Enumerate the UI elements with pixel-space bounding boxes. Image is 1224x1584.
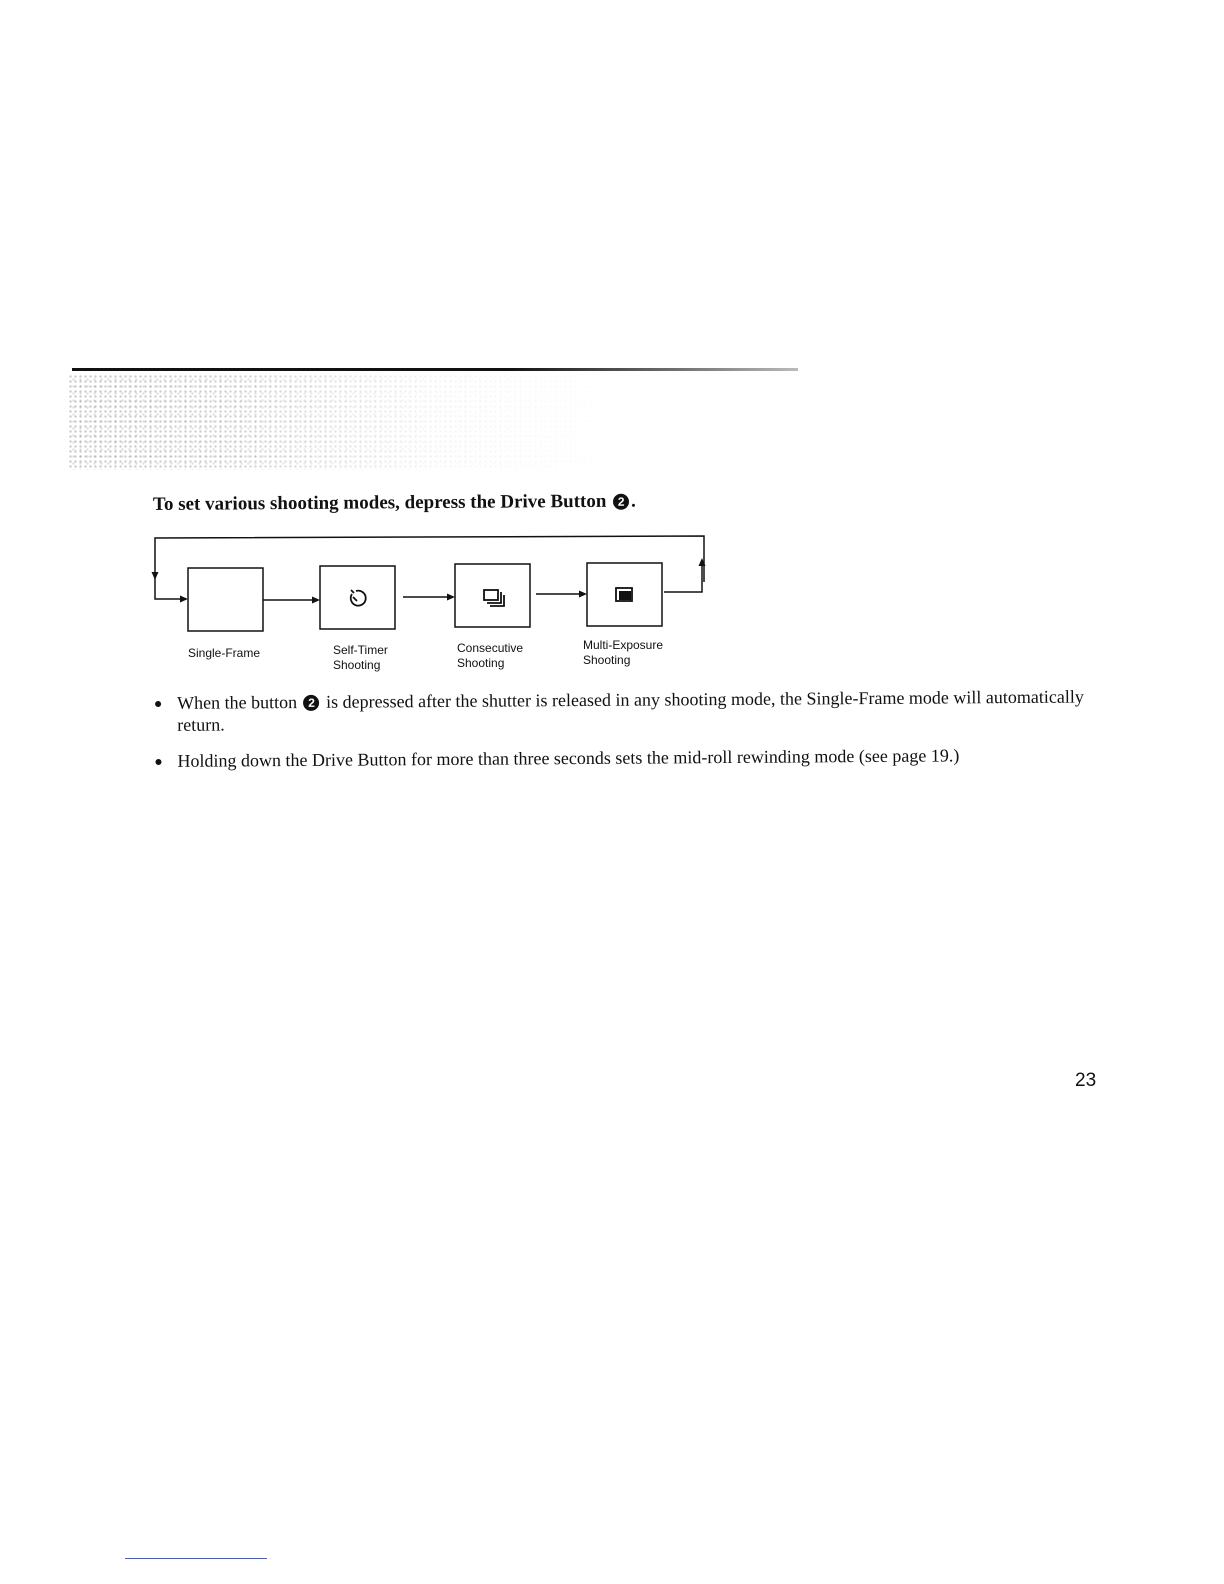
page-number: 23: [1075, 1070, 1097, 1091]
footer-rule: [125, 1558, 267, 1559]
consecutive-frames-icon: [484, 590, 504, 606]
single-frame-box: [188, 568, 263, 631]
consecutive-label: Consecutive Shooting: [457, 641, 524, 670]
single-frame-label: Single-Frame: [188, 646, 261, 660]
self-timer-icon: [351, 590, 366, 606]
drive-button-number-badge: 2: [304, 695, 320, 711]
single-frame-entry-arrow: [180, 596, 188, 603]
connector-1-arrow: [312, 597, 320, 604]
heading-period: .: [631, 490, 636, 512]
bullet-icon: [155, 701, 161, 707]
multi-exposure-icon: [616, 588, 632, 601]
loop-entry-line: [155, 590, 180, 599]
loop-exit-line: [664, 566, 702, 592]
notes-list: [155, 685, 1116, 786]
list-item: Holding down the Drive Button for more than three seconds sets the mid-roll rewinding mode (see page 19.): [155, 743, 1115, 772]
connector-3-arrow: [579, 591, 587, 598]
shooting-mode-cycle-diagram: [0, 0, 1224, 700]
list-item: When the button 2 is depressed after the shutter is released in any shooting mode, the Single-Frame mode will automatically return.: [155, 685, 1115, 736]
bullet-icon: [155, 759, 161, 765]
self-timer-box: [320, 566, 395, 629]
multi-exposure-label: Multi-Exposure Shooting: [583, 638, 664, 667]
loop-down-arrow: [152, 572, 159, 580]
connector-2-arrow: [447, 594, 455, 601]
heading-text: To set various shooting modes, depress the Drive Button: [152, 490, 607, 515]
self-timer-label: Self-Timer Shooting: [333, 643, 388, 672]
drive-button-number-badge: 2: [613, 494, 629, 510]
consecutive-box: [455, 564, 530, 627]
